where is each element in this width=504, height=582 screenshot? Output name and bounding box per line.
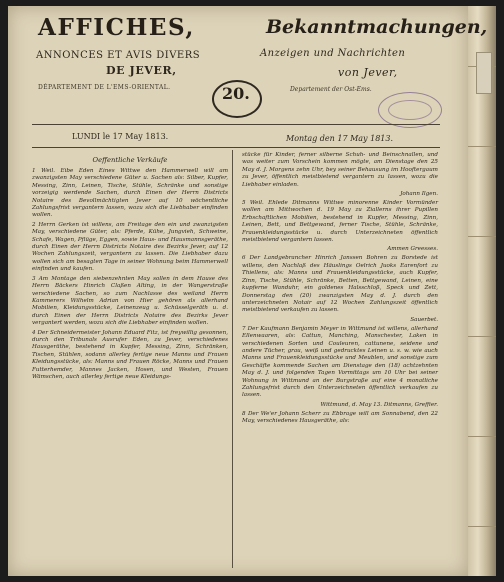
date-german: Montag den 17 May 1813. <box>286 134 394 143</box>
header-rule-bottom <box>32 147 440 148</box>
header-rule-top <box>32 124 440 125</box>
signature-4: Wittmund, d. May 13. Ditmanns, Greffier. <box>320 401 438 408</box>
subtitle-french: ANNONCES ET AVIS DIVERS <box>36 50 201 61</box>
issue-number: 20. <box>222 84 250 103</box>
library-stamp-inner <box>388 100 432 120</box>
notice-4: 4 Der Schneidermeister Johann Eduard Fitz, ist freywillig gesonnen, durch den Tribunals Ausrufer Eden, zu Jever, verschiedenes Hausgeräthe, bestehend in Kupfer, Messing, Zinn, Schränken, Tischen, Stühlen, sodann allerley fertige neue Manns und Frauen Kleidungsstücke, als: Manns und Frauen Röcke, Manns und Frauen Futterhemder, Mannes Jacken, Hosen, und Westen, Frauen Wämschen, auch allerley fertige neue Kleidungs- <box>32 329 228 380</box>
subtitle-german-place: von Jever, <box>338 66 398 79</box>
notice-6: 6 Der Landgebrancher Hinrich Janssen Bohren zu Borstede ist willens, den Nachlaß des Häuslings Oelrich Juoks Earenfort zu Thiellens, als: Manns und Frauenkleidungsstücke, auch Kupfer, Zinn, Tische, Stühle, Schränke, Betten, Bettgewand, Leinen, eine kupferne Wanduhr, ein goldenes Halsschloß, Speck und Zett, Donnerstag den (20) zwanzigsten May d. J. durch den unterzeichneten Notair auf 12 Wochen Zahlungszeit öffentlich meistbietend verkaufen zu lassen. <box>242 255 438 314</box>
date-french: LUNDI le 17 May 1813. <box>72 132 169 141</box>
right-column <box>242 152 438 428</box>
notice-3: 3 Am Montage den siebenzehnten May sollen in dem Hause des Herrn Bäckers Hinrich Claßen Alting, in der Wangerstraße verschiedene Sachen, so zum Nachlasse des weiland Herrn Kammerers Wilhelm Adrian von Hier gehören als allerhand Mobilien, Kleidungsstücke, Leinenzeug u. Schüsselgeräth u. d. durch Einen der Herrn Districts Notaire des Bezirks Jever vergantert werden, wozu sich die Liebhaber einfinden wollen. <box>32 275 228 327</box>
department-german: Departement der Ost-Ems. <box>290 86 372 93</box>
signature-1: Johann Ilgen. <box>400 191 438 198</box>
title-french: AFFICHES, <box>38 14 196 41</box>
signature-3: Sauerbet. <box>410 316 438 323</box>
signature-2: Ammen Greesses. <box>387 246 438 253</box>
title-german: Bekanntmachungen, <box>266 16 488 38</box>
column-divider <box>232 150 233 568</box>
notice-2: 2 Herrn Gerken ist willens, am Freitage den ein und zwanzigsten May, verschiedene Güter, als: Pferde, Kühe, Jungvieh, Schweine, Schafe, Wagen, Pflüge, Eggen, sowie Haus- und Hausmannsgeräthe, durch Einen der Herrn Districts Notaire des Bezirks Jever, auf 12 Wochen Zahlungszeit, vergantern zu lassen. Die Liebhaber dazu wollen sich am besagten Tage in seiner Wohnung beim Hammerwell einfinden und kaufen. <box>32 221 228 273</box>
subtitle-german: Anzeigen und Nachrichten <box>260 48 406 59</box>
notice-8: 8 Der We'er Johann Scherr zu Ebbrage will am Sonnabend, den 22 May, verschiedenes Hausgeräthe, als: <box>242 410 438 425</box>
subtitle-french-place: DE JEVER, <box>106 64 177 77</box>
section-heading: Oeffentliche Verkäufe <box>92 156 168 164</box>
department-french: DÉPARTEMENT DE L'EMS-ORIENTAL. <box>38 84 171 91</box>
notice-1: 1 Weil. Eibe Eden Eines Wittwe den Hammerwell will am zwanzigsten May verschiedene Güter u. Sachen als: Silber, Kupfer, Messing, Zinn, Leinen, Tische, Stühle, Schränke und sonstige vorzeigig werdende Sachen, durch Einen der Herrn Districts Notaire des Bevollmächtigten Jever auf 10 wöchentliche Zahlungsfrist vergantern lassen, wozu sich die Liebhaber einfinden wollen. <box>32 168 228 219</box>
left-column <box>32 152 228 383</box>
notice-7: 7 Der Kaufmann Benjamin Meyer in Wittmund ist willens, allerhand Ellenwaaren, als: Cattun, Manching, Manschester, Laken in verschiedenen Sorten und Couleuren, cattunene, seidene und andere Tücher, grau, weiß und gedrucktes Leinen u. s. w. wie auch Manns und Frauenkleidungsstücke und Meublen, und sonstige zum Geschäfte kommende Sachen am Dienstage den (18) achtzehnten May d. J. und folgenden Tagen Vormittags um 10 Uhr bei seiner Wohnung in Wittmund an der Burgstraße auf eine 4 monatliche Zahlungsfrist durch den Unterzeichneten öffentlich verkaufen zu lassen. <box>242 325 438 399</box>
page-tab-marker <box>476 52 492 94</box>
notice-5: 5 Weil. Ehlede Ditmanns Wittwe minorenne Kinder Vormünder wollen am Mittwochen d. 19 May zu Ziallerns ihrer Pupillen Erbschaftlichen Mobilien, bestehend in Kupfer, Messing, Zinn, Leinen, Bett, und Bettgewand, ferner Tische, Stühle, Schränke, Frauenkleidungsstücke u. durch Unterzeichneten öffentlich meistbietend vergantern lassen. <box>242 200 438 244</box>
notice-4-continued: stücke für Kinder, ferner silberne Schuh- und Beinschnallen, und was weiter zum Vorschein kommen mögte, am Dienstage den 25 May d. J. Morgens zehn Uhr, bey seiner Behausung im Hooftergaum zu Jever, öffentlich meistbietend vergantern zu lassen, wozu die Liebhaber einladen. <box>242 152 438 188</box>
